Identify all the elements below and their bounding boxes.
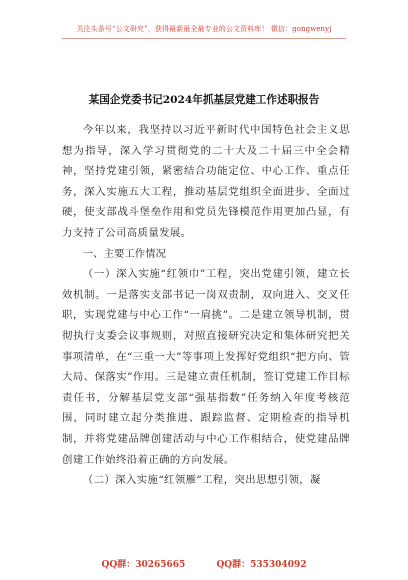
footer-contact: [0, 557, 408, 570]
footer-qq-group-2: QQ群：535304092: [216, 560, 307, 570]
banner-divider: [62, 38, 346, 39]
document-body: [62, 120, 350, 491]
footer-qq-group-1: QQ群：30265665: [101, 560, 186, 570]
item-1-paragraph: （一）深入实施“红领巾”工程，突出党建引领，建立长效机制。一是落实支部书记一岗双责制，双向进入、交叉任职，实现党建与中心工作“一肩挑”。二是建立领导机制，贯彻执行支委会议事规则，对照直接研究决定和集体研究把关事项清单，在“三重一大”等事项上发挥好党组织“把方向、管大局、保落实”作用。三是建立责任机制，签订党建工作目标责任书，分解基层党支部“强基指数”任务纳入年度考核范围，同时建立起分类推进、跟踪监督、定期检查的指导机制，并将党建品牌创建活动与中心工作相结合，使党建品牌创建工作始终沿着正确的方向发展。: [62, 268, 350, 466]
intro-paragraph: 今年以来，我坚持以习近平新时代中国特色社会主义思想为指导，深入学习贯彻党的二十大及二十届三中全会精神，坚持党建引领，紧密结合功能定位、中心工作、重点任务，深入实施五大工程，推动基层党组织全面进步、全面过硬，使支部战斗堡垒作用和党员先锋模范作用更加凸显，有力支持了公司高质量发展。: [62, 124, 350, 239]
section-heading: 一、主要工作情况: [82, 247, 166, 260]
promo-banner: 关注头条号“公文研究”，获得最新最全最专业的公文资料库！ 微信：gongwenyj: [76, 25, 332, 33]
document-title: 某国企党委书记2024年抓基层党建工作述职报告: [88, 94, 320, 106]
item-2-paragraph: （二）深入实施“红领雁”工程，突出思想引领，凝: [82, 474, 321, 487]
